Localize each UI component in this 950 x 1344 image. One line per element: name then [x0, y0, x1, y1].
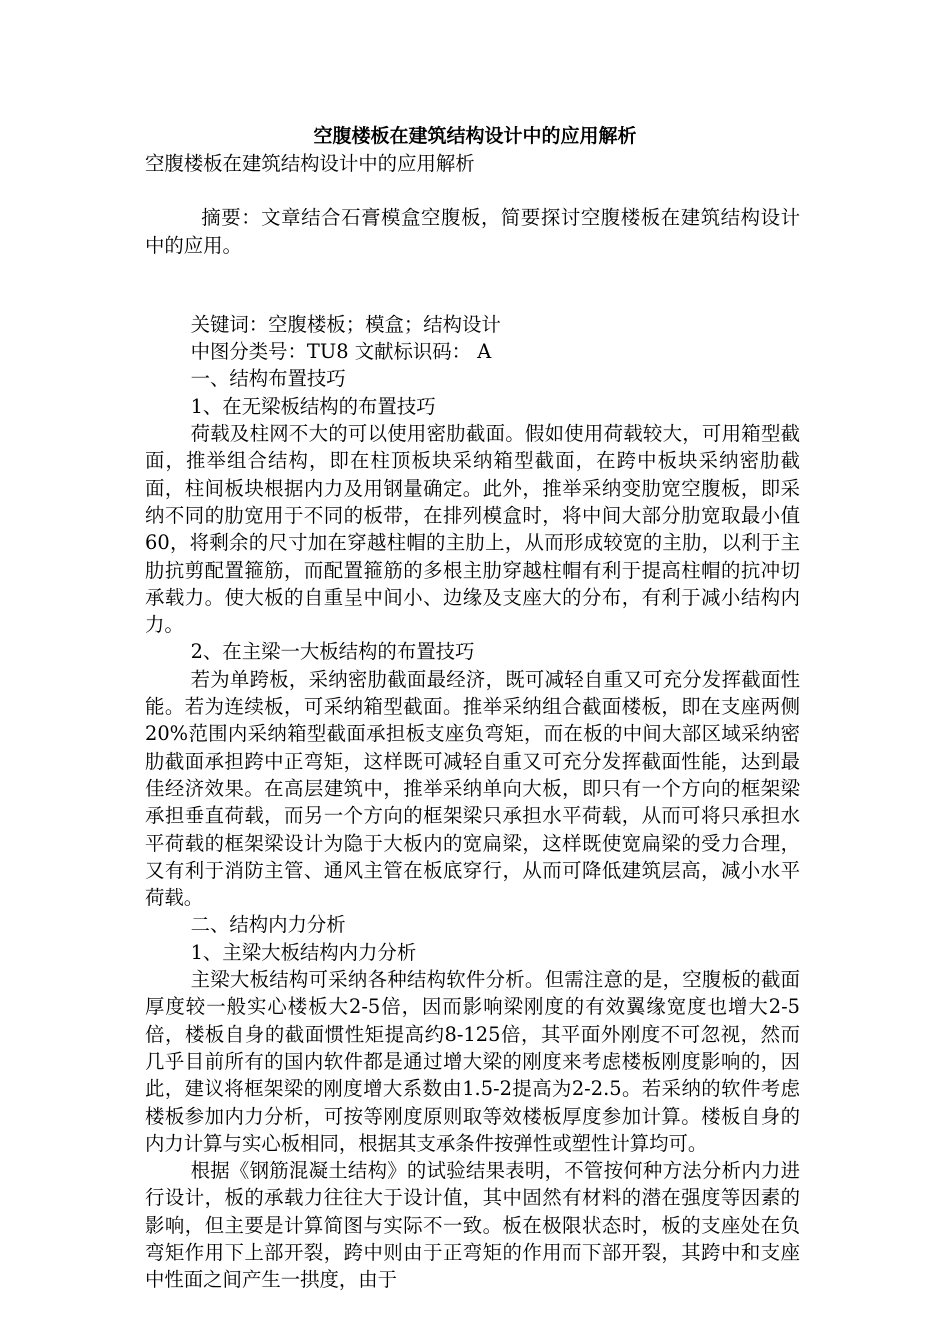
- document-body: [145, 150, 800, 1294]
- keywords-line: 关键词：空腹楼板；模盒；结构设计: [190, 312, 501, 336]
- section-heading: 二、结构内力分析: [190, 913, 346, 937]
- body-paragraph: 根据《钢筋混凝土结构》的试验结果表明，不管按何种方法分析内力进行设计，板的承载力往往大于设计值，其中固然有材料的潜在强度等因素的影响，但主要是计算简图与实际不一致。板在极限状态时，板的支座处在负弯矩作用下上部开裂，跨中则由于正弯矩的作用而下部开裂，其跨中和支座中性面之间产生一拱度，由于: [145, 1159, 800, 1292]
- body-paragraph: 若为单跨板，采纳密肋截面最经济，既可减轻自重又可充分发挥截面性能。若为连续板，可采纳箱型截面。推举采纳组合截面楼板，即在支座两侧20%范围内采纳箱型截面承担板支座负弯矩，而在板的中间大部区域采纳密肋截面承担跨中正弯矩，这样既可减轻自重又可充分发挥截面性能，达到最佳经济效果。在高层建筑中，推举采纳单向大板，即只有一个方向的框架梁承担垂直荷载，而另一个方向的框架梁只承担水平荷载，从而可将只承担水平荷载的框架梁设计为隐于大板内的宽扁梁，这样既使宽扁梁的受力合理，又有利于消防主管、通风主管在板底穿行，从而可降低建筑层高，减小水平荷载。: [145, 667, 800, 910]
- section-heading: 一、结构布置技巧: [190, 367, 346, 391]
- body-paragraph: 主梁大板结构可采纳各种结构软件分析。但需注意的是，空腹板的截面厚度较一般实心楼板大2-5倍，因而影响梁刚度的有效翼缘宽度也增大2-5倍，楼板自身的截面惯性矩提高约8-125倍，其平面外刚度不可忽视，然而几乎目前所有的国内软件都是通过增大梁的刚度来考虑楼板刚度影响的，因此，建议将框架梁的刚度增大系数由1.5-2提高为2-2.5。若采纳的软件考虑楼板参加内力分析，可按等刚度原则取等效楼板厚度参加计算。楼板自身的内力计算与实心板相同，根据其支承条件按弹性或塑性计算均可。: [145, 968, 800, 1155]
- document-subtitle: 空腹楼板在建筑结构设计中的应用解析: [145, 152, 475, 175]
- spacer: [145, 259, 800, 311]
- classification-line: 中图分类号：TU8 文献标识码： A: [190, 340, 492, 364]
- subsection-heading: 1、主梁大板结构内力分析: [190, 940, 417, 964]
- abstract-paragraph: 摘要：文章结合石膏模盒空腹板，简要探讨空腹楼板在建筑结构设计中的应用。: [145, 206, 800, 257]
- subsection-heading: 1、在无梁板结构的布置技巧: [190, 394, 436, 418]
- document-title: 空腹楼板在建筑结构设计中的应用解析: [313, 125, 637, 147]
- subsection-heading: 2、在主梁一大板结构的布置技巧: [190, 640, 475, 664]
- spacer: [145, 177, 800, 204]
- body-paragraph: 荷载及柱网不大的可以使用密肋截面。假如使用荷载较大，可用箱型截面，推举组合结构，即在柱顶板块采纳箱型截面，在跨中板块采纳密肋截面，柱间板块根据内力及用钢量确定。此外，推举采纳变肋宽空腹板，即采纳不同的肋宽用于不同的板带，在排列模盒时，将中间大部分肋宽取最小值60，将剩余的尺寸加在穿越柱帽的主肋上，从而形成较宽的主肋，以利于主肋抗剪配置箍筋，而配置箍筋的多根主肋穿越柱帽有利于提高柱帽的抗冲切承载力。使大板的自重呈中间小、边缘及支座大的分布，有利于减小结构内力。: [145, 422, 800, 637]
